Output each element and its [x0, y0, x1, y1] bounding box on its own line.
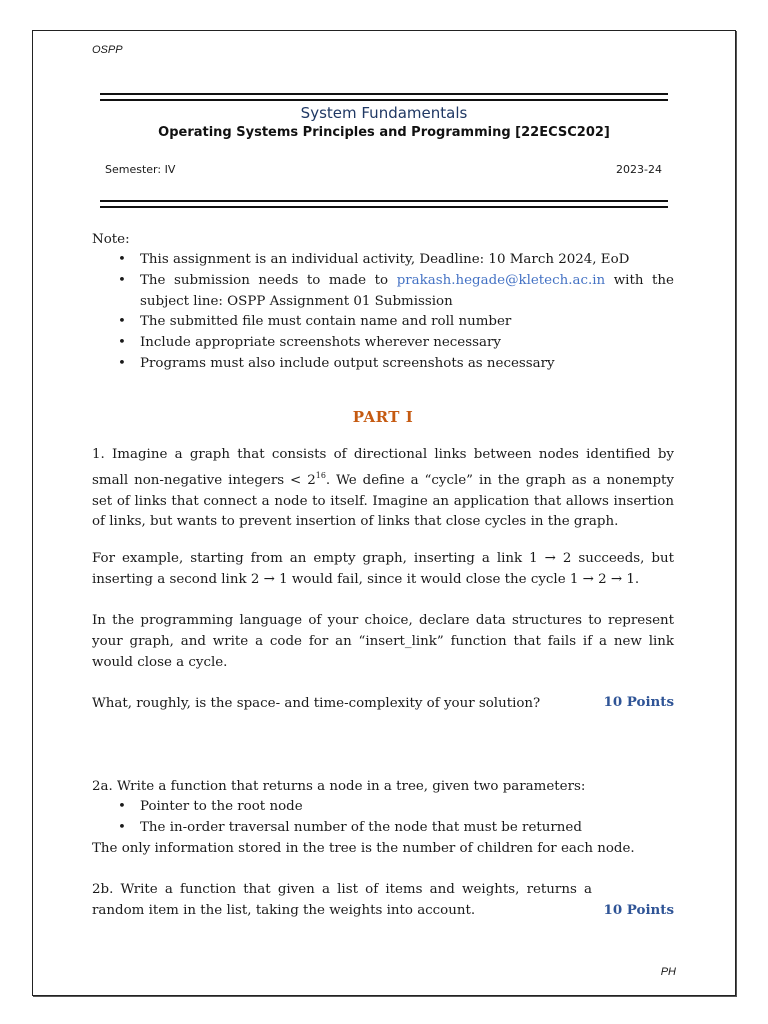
q2a-after: The only information stored in the tree is the number of children for each node. — [92, 841, 635, 856]
q2a-item: • The in-order traversal number of the node that must be returned — [140, 818, 674, 839]
note-item: • Programs must also include output screenshots as necessary — [140, 354, 674, 375]
semester-label: Semester: IV — [105, 163, 176, 176]
footer-initials: PH — [660, 966, 676, 978]
q1-text-a: 1. Imagine a graph that consists of directional links between nodes identified by small non-negative integers < 2 — [92, 447, 674, 488]
submission-email-link[interactable]: prakash.hegade@kletech.ac.in — [396, 272, 606, 288]
q1-points: 10 Points — [603, 694, 674, 710]
q1-paragraph-2: For example, starting from an empty graph, inserting a link 1 → 2 succeeds, but inserting a second link 2 → 1 would fail, since it would close the cycle 1 → 2 → 1. — [92, 551, 674, 587]
q1-exponent: 16 — [315, 470, 326, 480]
note-label: Note: — [92, 232, 130, 247]
note-item: • The submitted file must contain name and roll number — [140, 312, 674, 333]
note-item: • This assignment is an individual activity, Deadline: 10 March 2024, EoD — [140, 250, 674, 271]
header-label: OSPP — [92, 44, 123, 56]
q1-paragraph-1 — [92, 445, 674, 533]
q2a-item: • Pointer to the root node — [140, 797, 674, 818]
document-title: System Fundamentals — [300, 104, 468, 122]
note-item-tail: with the subject line: OSPP Assignment 01 Submission — [140, 272, 674, 309]
bottom-double-rule — [100, 200, 668, 208]
note-item-text: The submission needs to made to — [140, 272, 389, 288]
q2a-list — [92, 797, 674, 839]
q2-points: 10 Points — [603, 902, 674, 918]
part-heading: PART I — [352, 408, 414, 426]
note-item: • Include appropriate screenshots wherever necessary — [140, 333, 674, 354]
academic-year: 2023-24 — [616, 163, 662, 176]
q1-paragraph-4: What, roughly, is the space- and time-complexity of your solution? — [92, 696, 541, 711]
q1-text-b: . We define a “cycle” in the graph as a nonempty set of links that connect a node to itself. Imagine an application that allows insertion of links, but wants to prevent insertion of links that close cycles in the graph. — [92, 472, 674, 530]
top-double-rule — [100, 93, 668, 101]
note-item-submission — [140, 271, 674, 313]
q2b-text: 2b. Write a function that given a list of items and weights, returns a random item in the list, taking the weights into account. — [92, 882, 592, 918]
q1-paragraph-3: In the programming language of your choice, declare data structures to represent your graph, and write a code for an “insert_link” function that fails if a new link would close a cycle. — [92, 613, 674, 670]
note-list — [92, 250, 674, 375]
q2a-intro: 2a. Write a function that returns a node in a tree, given two parameters: — [92, 779, 586, 794]
course-title: Operating Systems Principles and Programming [22ECSC202] — [158, 125, 610, 140]
